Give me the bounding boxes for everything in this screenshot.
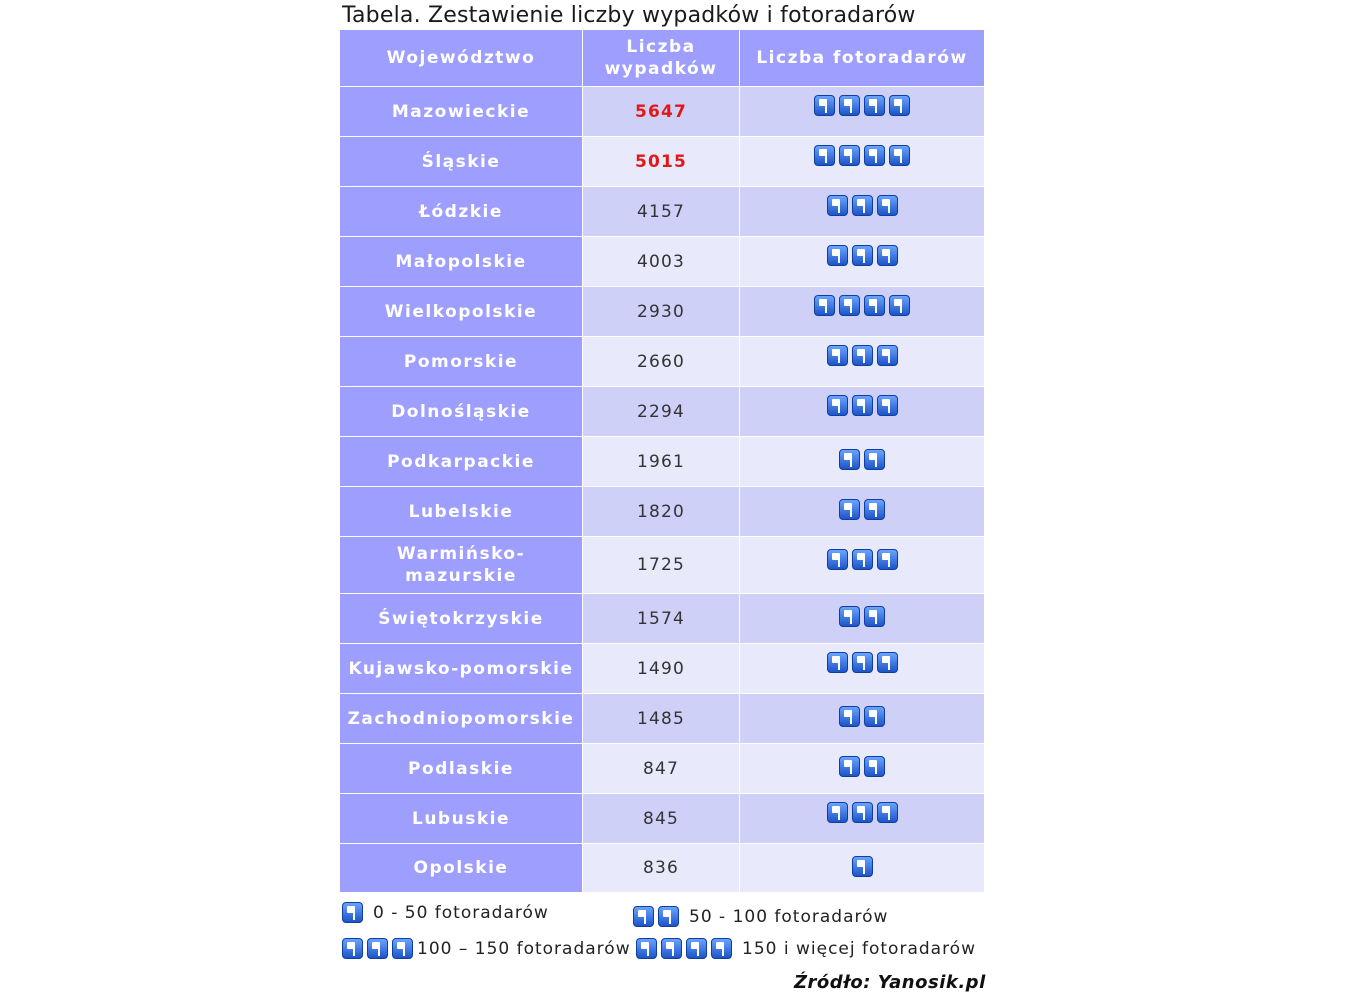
table-row xyxy=(340,537,984,594)
region-cell: Lubelskie xyxy=(340,487,583,537)
speed-camera-icon xyxy=(864,145,885,166)
table-row xyxy=(340,644,984,694)
speed-camera-icon xyxy=(877,345,898,366)
region-cell: Małopolskie xyxy=(340,237,583,287)
region-cell: Świętokrzyskie xyxy=(340,594,583,644)
accidents-cell xyxy=(583,387,740,437)
speed-camera-icon xyxy=(827,652,848,673)
accidents-cell xyxy=(583,437,740,487)
speed-camera-icon xyxy=(839,95,860,116)
radars-cell xyxy=(740,187,984,237)
radars-cell xyxy=(740,537,984,594)
radar-icons xyxy=(839,706,885,727)
radars-cell xyxy=(740,594,984,644)
legend-label: 150 i więcej fotoradarów xyxy=(742,938,976,959)
radars-cell xyxy=(740,794,984,844)
radar-icons xyxy=(839,499,885,520)
accidents-value: 2294 xyxy=(636,401,686,422)
accidents-value: 1961 xyxy=(636,451,686,472)
radars-cell xyxy=(740,487,984,537)
accidents-cell xyxy=(583,87,740,137)
accidents-cell xyxy=(583,137,740,187)
accidents-value: 5015 xyxy=(634,151,688,172)
accidents-cell xyxy=(583,337,740,387)
speed-camera-icon xyxy=(827,245,848,266)
accidents-value: 1725 xyxy=(636,555,686,575)
legend-icons xyxy=(636,938,732,959)
speed-camera-icon xyxy=(864,706,885,727)
radars-cell xyxy=(740,694,984,744)
region-cell: Podlaskie xyxy=(340,744,583,794)
table-row xyxy=(340,387,984,437)
radar-icons xyxy=(814,95,910,116)
radar-icons xyxy=(827,345,898,366)
speed-camera-icon xyxy=(889,295,910,316)
accidents-value: 2660 xyxy=(636,351,686,372)
accidents-value: 1820 xyxy=(636,501,686,522)
table-caption: Tabela. Zestawienie liczby wypadków i fotoradarów xyxy=(342,3,916,28)
speed-camera-icon xyxy=(877,652,898,673)
accidents-cell xyxy=(583,487,740,537)
accidents-cell xyxy=(583,237,740,287)
radars-cell xyxy=(740,87,984,137)
legend-icons xyxy=(342,902,363,923)
legend-item-100-150 xyxy=(342,938,631,959)
legend-icons xyxy=(633,906,679,927)
accidents-cell xyxy=(583,594,740,644)
region-cell: Opolskie xyxy=(340,844,583,893)
table-row xyxy=(340,337,984,387)
accidents-radars-table xyxy=(340,30,984,893)
speed-camera-icon xyxy=(827,395,848,416)
legend-item-0-50 xyxy=(342,902,549,923)
accidents-value: 1485 xyxy=(636,708,686,729)
speed-camera-icon xyxy=(839,606,860,627)
region-cell: Zachodniopomorskie xyxy=(340,694,583,744)
radar-icons xyxy=(827,549,898,570)
region-cell: Śląskie xyxy=(340,137,583,187)
speed-camera-icon xyxy=(814,295,835,316)
accidents-cell xyxy=(583,287,740,337)
speed-camera-icon xyxy=(877,195,898,216)
accidents-value: 1574 xyxy=(636,608,686,629)
radar-icons xyxy=(827,652,898,673)
speed-camera-icon xyxy=(877,395,898,416)
accidents-value: 836 xyxy=(642,858,680,878)
radars-cell xyxy=(740,644,984,694)
radars-cell xyxy=(740,844,984,893)
speed-camera-icon xyxy=(864,499,885,520)
speed-camera-icon xyxy=(852,395,873,416)
speed-camera-icon xyxy=(864,606,885,627)
speed-camera-icon xyxy=(342,938,363,959)
table-row xyxy=(340,437,984,487)
speed-camera-icon xyxy=(827,549,848,570)
accidents-value: 1490 xyxy=(636,658,686,679)
radars-cell xyxy=(740,237,984,287)
region-cell: Kujawsko-pomorskie xyxy=(340,644,583,694)
legend-label: 50 - 100 fotoradarów xyxy=(689,906,889,927)
speed-camera-icon xyxy=(839,499,860,520)
speed-camera-icon xyxy=(342,902,363,923)
accidents-cell xyxy=(583,644,740,694)
legend-item-150-plus xyxy=(636,938,976,959)
speed-camera-icon xyxy=(889,95,910,116)
speed-camera-icon xyxy=(877,802,898,823)
speed-camera-icon xyxy=(827,802,848,823)
header-region: Województwo xyxy=(340,30,583,87)
table-row xyxy=(340,187,984,237)
speed-camera-icon xyxy=(686,938,707,959)
speed-camera-icon xyxy=(852,802,873,823)
speed-camera-icon xyxy=(864,95,885,116)
radar-icons xyxy=(827,802,898,823)
speed-camera-icon xyxy=(814,145,835,166)
header-radars: Liczba fotoradarów xyxy=(740,30,984,87)
speed-camera-icon xyxy=(877,245,898,266)
radars-cell xyxy=(740,744,984,794)
region-cell: Lubuskie xyxy=(340,794,583,844)
source-credit: Źródło: Yanosik.pl xyxy=(794,972,986,993)
accidents-value: 845 xyxy=(642,808,680,829)
legend-label: 100 – 150 fotoradarów xyxy=(417,938,631,959)
accidents-cell xyxy=(583,744,740,794)
table-row xyxy=(340,694,984,744)
speed-camera-icon xyxy=(367,938,388,959)
table-row xyxy=(340,744,984,794)
radars-cell xyxy=(740,337,984,387)
radar-icons xyxy=(827,395,898,416)
radar-icons xyxy=(814,295,910,316)
table-row xyxy=(340,237,984,287)
table-row xyxy=(340,844,984,893)
table-row xyxy=(340,487,984,537)
speed-camera-icon xyxy=(839,449,860,470)
table-row xyxy=(340,794,984,844)
speed-camera-icon xyxy=(864,756,885,777)
speed-camera-icon xyxy=(852,245,873,266)
speed-camera-icon xyxy=(852,195,873,216)
header-accidents: Liczba wypadków xyxy=(583,30,740,87)
speed-camera-icon xyxy=(852,856,873,877)
radars-cell xyxy=(740,387,984,437)
legend-icons xyxy=(342,938,413,959)
accidents-value: 5647 xyxy=(634,101,688,122)
speed-camera-icon xyxy=(392,938,413,959)
table-header-row xyxy=(340,30,984,87)
speed-camera-icon xyxy=(852,652,873,673)
speed-camera-icon xyxy=(839,145,860,166)
radar-icons xyxy=(839,756,885,777)
speed-camera-icon xyxy=(864,449,885,470)
accidents-cell xyxy=(583,694,740,744)
radar-icons xyxy=(839,606,885,627)
radar-icons xyxy=(839,449,885,470)
radars-cell xyxy=(740,437,984,487)
radars-cell xyxy=(740,287,984,337)
speed-camera-icon xyxy=(636,938,657,959)
region-cell: Mazowieckie xyxy=(340,87,583,137)
speed-camera-icon xyxy=(658,906,679,927)
speed-camera-icon xyxy=(864,295,885,316)
speed-camera-icon xyxy=(814,95,835,116)
accidents-value: 4003 xyxy=(636,251,686,272)
table-row xyxy=(340,594,984,644)
region-cell: Pomorskie xyxy=(340,337,583,387)
accidents-cell xyxy=(583,794,740,844)
speed-camera-icon xyxy=(711,938,732,959)
table-row xyxy=(340,287,984,337)
speed-camera-icon xyxy=(877,549,898,570)
speed-camera-icon xyxy=(839,706,860,727)
region-cell: Wielkopolskie xyxy=(340,287,583,337)
legend-item-50-100 xyxy=(633,906,888,927)
speed-camera-icon xyxy=(661,938,682,959)
region-cell: Warmińsko-mazurskie xyxy=(340,537,583,594)
speed-camera-icon xyxy=(852,549,873,570)
radar-icons xyxy=(852,856,873,877)
legend-label: 0 - 50 fotoradarów xyxy=(373,902,549,923)
speed-camera-icon xyxy=(827,345,848,366)
accidents-value: 847 xyxy=(642,758,680,779)
speed-camera-icon xyxy=(827,195,848,216)
radars-cell xyxy=(740,137,984,187)
accidents-cell xyxy=(583,844,740,893)
speed-camera-icon xyxy=(852,345,873,366)
radar-icons xyxy=(827,245,898,266)
table-row xyxy=(340,87,984,137)
speed-camera-icon xyxy=(839,295,860,316)
accidents-value: 4157 xyxy=(636,201,686,222)
region-cell: Łódzkie xyxy=(340,187,583,237)
radar-icons xyxy=(814,145,910,166)
accidents-cell xyxy=(583,537,740,594)
speed-camera-icon xyxy=(839,756,860,777)
radar-icons xyxy=(827,195,898,216)
speed-camera-icon xyxy=(633,906,654,927)
table-row xyxy=(340,137,984,187)
accidents-value: 2930 xyxy=(636,301,686,322)
speed-camera-icon xyxy=(889,145,910,166)
region-cell: Dolnośląskie xyxy=(340,387,583,437)
region-cell: Podkarpackie xyxy=(340,437,583,487)
accidents-cell xyxy=(583,187,740,237)
